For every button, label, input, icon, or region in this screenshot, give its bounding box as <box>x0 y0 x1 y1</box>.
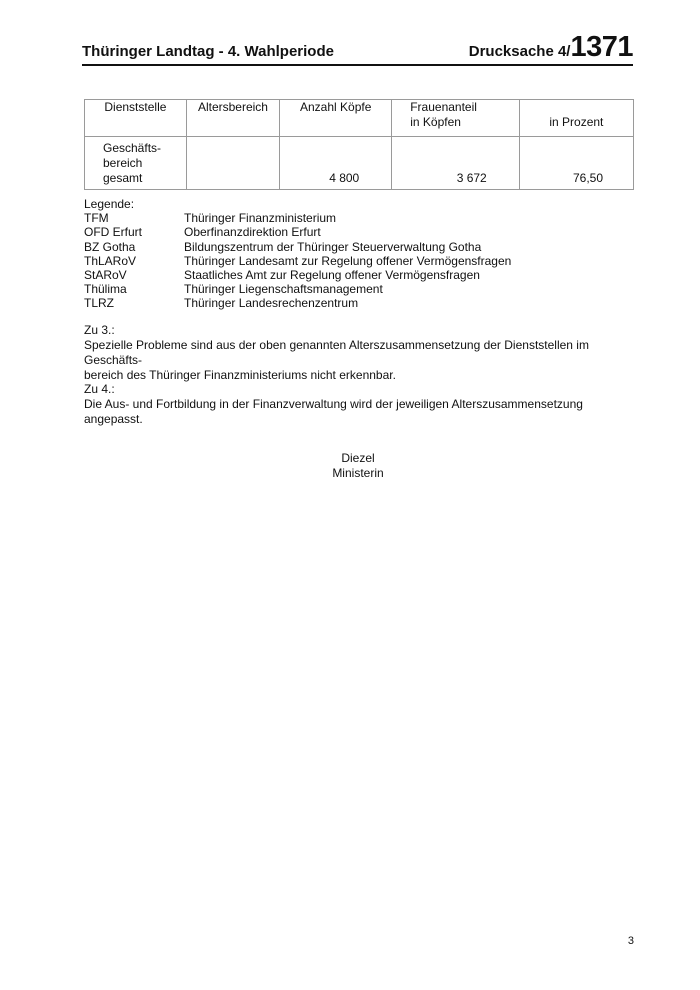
legend-item <box>84 254 511 268</box>
section-4 <box>84 382 636 427</box>
th-dienststelle: Dienststelle <box>85 100 187 137</box>
legend-abbr: Thülima <box>84 282 127 297</box>
legend-item <box>84 268 511 282</box>
staff-table <box>84 99 634 190</box>
th-anzahl: Anzahl Köpfe <box>280 100 392 137</box>
legend-abbr: TFM <box>84 211 109 226</box>
section-4-heading: Zu 4.: <box>84 382 115 396</box>
legend-text: Thüringer Finanzministerium <box>184 211 337 226</box>
header-title: Thüringer Landtag - 4. Wahlperiode <box>82 43 334 60</box>
legend-text: Thüringer Landesamt zur Regelung offener Vermögensfragen <box>184 253 512 268</box>
section-4-line1: Die Aus- und Fortbildung in der Finanzverwaltung wird der jeweiligen Alterszusammensetzung angepasst. <box>84 397 583 426</box>
cell-dienststelle-line3: gesamt <box>103 171 143 185</box>
legend-text: Oberfinanzdirektion Erfurt <box>184 225 321 240</box>
doc-reference <box>469 33 633 62</box>
doc-label: Drucksache 4/ <box>468 43 571 60</box>
legend-item <box>84 211 511 225</box>
legend-title: Legende: <box>84 197 135 211</box>
legend-item <box>84 282 511 296</box>
table-row <box>85 137 634 190</box>
th-frauenanteil-label: Frauenanteil <box>410 100 477 114</box>
legend-abbr: BZ Gotha <box>84 239 136 254</box>
cell-dienststelle <box>85 137 187 190</box>
cell-dienststelle-line2: bereich <box>103 156 143 170</box>
cell-in-prozent: 76,50 <box>519 137 633 190</box>
legend-abbr: TLRZ <box>84 296 114 311</box>
th-in-prozent: in Prozent <box>549 115 604 129</box>
legend-text: Thüringer Landesrechenzentrum <box>184 296 359 311</box>
legend-text: Staatliches Amt zur Regelung offener Vermögensfragen <box>184 268 480 283</box>
signature-name: Diezel <box>341 451 375 465</box>
th-in-prozent-cell <box>519 100 633 137</box>
legend-item <box>84 296 511 310</box>
legend-text: Bildungszentrum der Thüringer Steuerverwaltung Gotha <box>184 239 482 254</box>
cell-dienststelle-line1: Geschäfts- <box>103 141 162 155</box>
doc-number: 1371 <box>570 31 633 63</box>
page-header <box>82 30 633 66</box>
section-3-line2: bereich des Thüringer Finanzministeriums nicht erkennbar. <box>84 368 396 382</box>
legend-item <box>84 225 511 239</box>
signature-role: Ministerin <box>332 466 384 480</box>
legend-abbr: StARoV <box>84 268 127 283</box>
th-frauenanteil <box>392 100 520 137</box>
legend <box>84 197 511 311</box>
legend-item <box>84 240 511 254</box>
cell-in-koepfen: 3 672 <box>392 137 520 190</box>
page-number: 3 <box>627 935 634 947</box>
signature-block <box>300 451 416 481</box>
cell-altersbereich <box>186 137 279 190</box>
cell-anzahl: 4 800 <box>280 137 392 190</box>
legend-abbr: OFD Erfurt <box>84 225 143 240</box>
legend-abbr: ThLARoV <box>84 253 137 268</box>
th-in-koepfen: in Köpfen <box>410 115 461 129</box>
legend-text: Thüringer Liegenschaftsmanagement <box>184 282 383 297</box>
table-header-row <box>85 100 634 137</box>
section-3-line1: Spezielle Probleme sind aus der oben genannten Alterszusammensetzung der Dienststellen im Geschäfts- <box>84 338 589 367</box>
th-altersbereich: Altersbereich <box>186 100 279 137</box>
section-3-heading: Zu 3.: <box>84 323 115 337</box>
section-3 <box>84 323 636 383</box>
